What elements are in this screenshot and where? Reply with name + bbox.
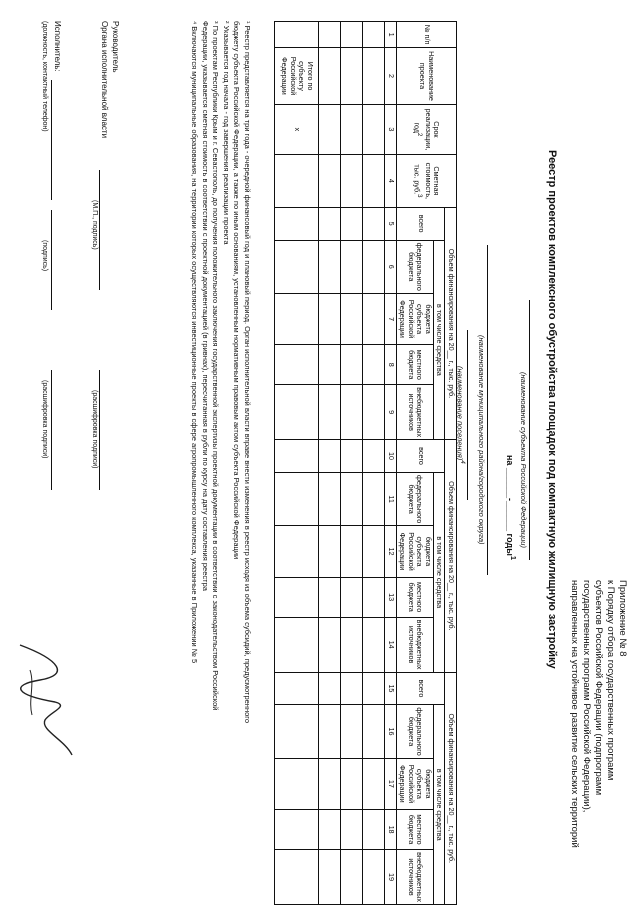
executor-label: Исполнитель:: [53, 21, 62, 72]
document-title: Реестр проектов комплексного обустройства площадок под компактную жилищную застройку: [546, 150, 558, 669]
column-number-row: [385, 22, 397, 905]
table-cell: [319, 48, 341, 105]
header-term: Срок реализации, год$^2$: [397, 104, 457, 154]
table-cell: [319, 207, 341, 240]
table-cell: [341, 155, 363, 208]
column-number-cell: 7: [385, 293, 397, 344]
header-local: местного бюджета: [397, 345, 434, 385]
header-regional: бюджета субъекта Российской Федерации: [397, 526, 434, 577]
column-number-cell: 8: [385, 345, 397, 385]
mp-caption: (М.П., подпись): [91, 200, 98, 250]
table-cell: [341, 104, 363, 154]
appendix-line: государственных программ Российской Федерации),: [581, 580, 592, 813]
column-number-cell: 13: [385, 577, 397, 617]
appendix-header: [568, 580, 628, 900]
table-cell: [363, 850, 385, 905]
footnote: ² Указывается год начала - год завершения реализации проекта: [222, 21, 231, 245]
decode-caption-2: (расшифровка подписи): [41, 380, 48, 459]
table-cell: [319, 672, 341, 705]
table-cell: [319, 345, 341, 385]
header-local: местного бюджета: [397, 577, 434, 617]
column-number-cell: 12: [385, 526, 397, 577]
head-label-1: Руководитель: [111, 21, 120, 73]
table-cell: [363, 240, 385, 293]
header-extra: внебюджетных источников: [397, 617, 434, 672]
table-cell: [363, 758, 385, 809]
table-cell: [363, 472, 385, 525]
table-cell: [275, 672, 319, 705]
table-cell: [319, 526, 341, 577]
footnote: ¹ Реестр представляется на три года - очередной финансовый год и плановый период. Орган исполнительной власти вправе внести изменения в реестр исходя из объема субсидий, предусмотренного: [243, 21, 252, 723]
table-cell: [319, 293, 341, 344]
table-cell: [363, 293, 385, 344]
header-total: всего: [397, 672, 446, 705]
table-cell: [319, 385, 341, 440]
table-cell: [319, 617, 341, 672]
table-cell: [275, 385, 319, 440]
table-cell: [363, 385, 385, 440]
column-number-cell: 18: [385, 810, 397, 850]
column-number-cell: 2: [385, 48, 397, 105]
table-cell: [363, 345, 385, 385]
table-cell: [275, 577, 319, 617]
table-cell: [319, 472, 341, 525]
table-cell: [319, 155, 341, 208]
settlement-caption: (наименование поселения)$^4$: [455, 366, 466, 464]
header-regional: бюджета субъекта Российской Федерации: [397, 293, 434, 344]
header-federal: федерального бюджета: [397, 472, 434, 525]
header-cost: Сметная стоимость, тыс. руб.$^3$: [397, 155, 457, 208]
footnotes: [189, 21, 252, 891]
table-cell: [341, 850, 363, 905]
header-name: Наименование проекта: [397, 48, 457, 105]
table-row: [319, 22, 341, 905]
header-local: местного бюджета: [397, 810, 434, 850]
table-cell: [275, 850, 319, 905]
table-cell: [319, 104, 341, 154]
table-cell: [275, 240, 319, 293]
decode-caption-1: (расшифровка подписи): [91, 390, 98, 469]
table-cell: [319, 240, 341, 293]
handwritten-signature-icon: [10, 640, 80, 760]
table-cell: [363, 577, 385, 617]
table-cell: [275, 810, 319, 850]
projects-register-table: [275, 21, 458, 905]
table-cell: [363, 810, 385, 850]
executor-line: [51, 80, 52, 200]
column-number-cell: 4: [385, 155, 397, 208]
table-cell: [341, 440, 363, 473]
column-number-cell: 15: [385, 672, 397, 705]
header-extra: внебюджетных источников: [397, 850, 434, 905]
table-cell: [275, 207, 319, 240]
table-cell: [319, 810, 341, 850]
column-number-cell: 17: [385, 758, 397, 809]
header-total: всего: [397, 440, 446, 473]
table-cell: [341, 577, 363, 617]
district-line: [487, 245, 488, 575]
header-federal: федерального бюджета: [397, 705, 434, 758]
header-incl: в том числе средства: [434, 705, 446, 905]
subject-caption: (наименование субъекта Российской Федерации): [519, 372, 528, 548]
header-total: всего: [397, 207, 446, 240]
column-number-cell: 11: [385, 472, 397, 525]
footnote: ⁴ Включаются муниципальные образования, на территории которых осуществляются инвестиционные проекты в сфере агропромышленного комплекса, указанные в Приложении № 5: [190, 21, 200, 664]
head-sign-line: [99, 170, 100, 290]
footnote: бюджету субъекта Российской Федерации, а также по иным основаниям, установленным нормативным правовым актом субъекта Российской Федерации: [232, 21, 242, 560]
table-cell: [275, 526, 319, 577]
total-num-cell: [275, 22, 319, 48]
table-header-row: [445, 22, 457, 905]
column-number-cell: 14: [385, 617, 397, 672]
column-number-cell: 9: [385, 385, 397, 440]
table-cell: [341, 207, 363, 240]
table-cell: [341, 48, 363, 105]
column-number-cell: 16: [385, 705, 397, 758]
subject-line: [529, 300, 530, 560]
table-cell: [363, 617, 385, 672]
table-cell: [363, 22, 385, 48]
appendix-line: субъектов Российской Федерации (подпрограмм: [593, 580, 604, 796]
table-cell: [319, 705, 341, 758]
table-cell: [275, 617, 319, 672]
appendix-line: направленных на устойчивое развитие сельских территорий: [569, 580, 580, 848]
column-number-cell: 6: [385, 240, 397, 293]
header-federal: федерального бюджета: [397, 240, 434, 293]
header-fin-year-2: Объем финансирования на 20__ г., тыс. руб.: [445, 440, 457, 672]
executor-decode-line: [51, 370, 52, 490]
footnote: Федерации, указывается сметная стоимость в соответствии с проектной документацией (в гривнах), пересчитанная в рубли по курсу на дату составления реестра: [201, 21, 210, 591]
executor-sign-line: [51, 210, 52, 310]
table-cell: [363, 526, 385, 577]
table-cell: [341, 385, 363, 440]
table-cell: [319, 22, 341, 48]
table-cell: [341, 293, 363, 344]
total-mark-cell: x: [275, 104, 319, 154]
table-cell: [275, 705, 319, 758]
table-cell: [341, 345, 363, 385]
header-extra: внебюджетных источников: [397, 385, 434, 440]
district-caption: (наименование муниципального района/городского округа): [477, 335, 486, 545]
header-fin-year-3: Объем финансирования на 20__ г., тыс. руб.: [445, 672, 457, 905]
table-cell: [341, 617, 363, 672]
footnote: ³ По проектам Республики Крым и г. Севастополь, до получения положительного заключения государственной экспертизы проектной документации в соответствии с законодательством Российской: [211, 21, 221, 711]
table-cell: [275, 345, 319, 385]
table-row: [363, 22, 385, 905]
column-number-cell: 1: [385, 22, 397, 48]
table-cell: [341, 472, 363, 525]
table-row: [341, 22, 363, 905]
table-cell: [319, 577, 341, 617]
table-cell: [275, 758, 319, 809]
table-cell: [341, 810, 363, 850]
table-cell: [363, 155, 385, 208]
column-number-cell: 5: [385, 207, 397, 240]
table-cell: [363, 207, 385, 240]
table-cell: [363, 48, 385, 105]
table-cell: [341, 705, 363, 758]
table-cell: [341, 22, 363, 48]
table-cell: [341, 526, 363, 577]
table-cell: [275, 293, 319, 344]
table-cell: [319, 850, 341, 905]
table-cell: [341, 672, 363, 705]
table-cell: [275, 155, 319, 208]
table-cell: [363, 440, 385, 473]
header-fin-year-1: Объем финансирования на 20__ г., тыс. руб.: [445, 207, 457, 439]
table-cell: [319, 758, 341, 809]
head-label-2: Органа исполнительной власти: [100, 21, 109, 139]
column-number-cell: 19: [385, 850, 397, 905]
table-cell: [363, 104, 385, 154]
table-cell: [363, 705, 385, 758]
header-num: № п/п: [397, 22, 457, 48]
head-decode-line: [99, 370, 100, 490]
table-total-row: [275, 22, 319, 905]
settlement-line: [467, 330, 468, 500]
header-incl: в том числе средства: [434, 240, 446, 440]
column-number-cell: 3: [385, 104, 397, 154]
header-regional: бюджета субъекта Российской Федерации: [397, 758, 434, 809]
column-number-cell: 10: [385, 440, 397, 473]
appendix-line: Приложение № 8: [617, 580, 628, 657]
appendix-line: к Порядку отбора государственных программ: [605, 580, 616, 781]
table-cell: [363, 672, 385, 705]
total-label-cell: Итого по субъекту Российской Федерации: [275, 48, 319, 105]
table-cell: [319, 440, 341, 473]
table-cell: [275, 440, 319, 473]
sign-caption: (подпись): [41, 240, 48, 272]
years-label: на ______-______ годы$^1$: [505, 455, 518, 561]
table-cell: [341, 758, 363, 809]
header-incl: в том числе средства: [434, 472, 446, 672]
executor-caption: (должность, контактный телефон): [41, 21, 48, 132]
table-cell: [275, 472, 319, 525]
table-cell: [341, 240, 363, 293]
